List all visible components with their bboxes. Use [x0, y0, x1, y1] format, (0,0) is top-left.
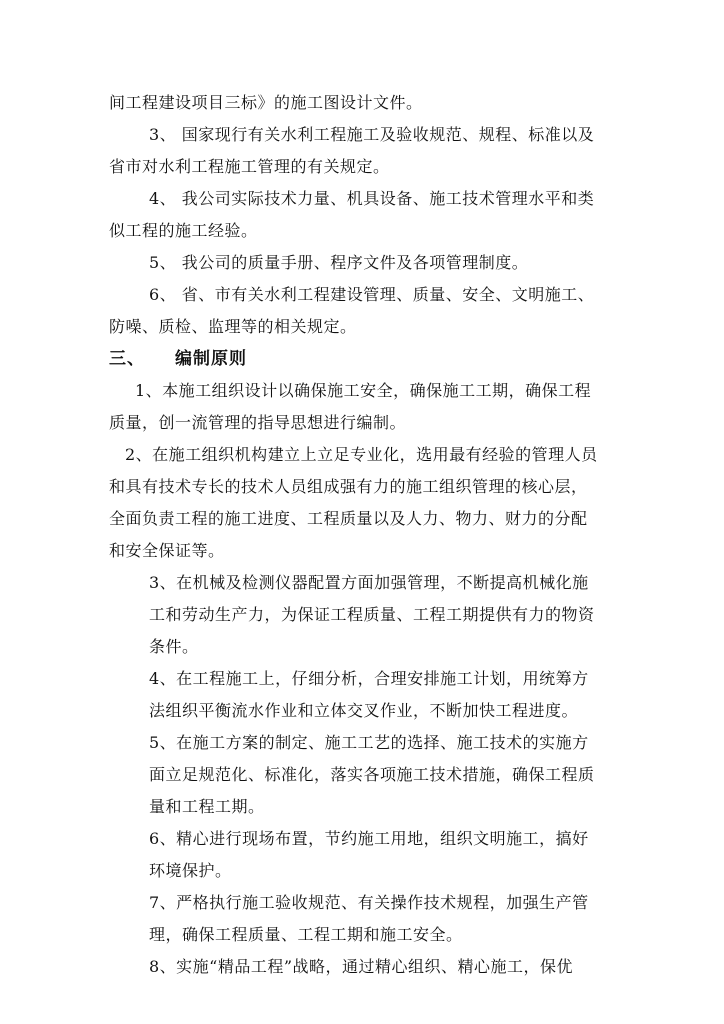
principle8-line1: 8、实施“精品工程”战略，通过精心组织、精心施工，保优	[149, 957, 574, 976]
principle1-line2: 质量，创一流管理的指导思想进行编制。	[109, 413, 407, 432]
principle3-line2: 工和劳动生产力，为保证工程质量、工程工期提供有力的物资	[149, 605, 595, 624]
principle2-line2: 和具有技术专长的技术人员组成强有力的施工组织管理的核心层，	[109, 477, 588, 496]
principle5-line3: 量和工程工期。	[149, 797, 265, 816]
principle7-line1: 7、严格执行施工验收规范、有关操作技术规程，加强生产管	[149, 893, 589, 912]
section3-heading	[109, 349, 247, 369]
principle6-line1: 6、精心进行现场布置，节约施工用地，组织文明施工，搞好	[149, 829, 589, 848]
basis-item4-line1: 4、 我公司实际技术力量、机具设备、施工技术管理水平和类	[149, 189, 595, 208]
principle4-line1: 4、在工程施工上，仔细分析，合理安排施工计划，用统筹方	[149, 669, 589, 688]
basis-item4-line2: 似工程的施工经验。	[109, 221, 258, 240]
section3-number: 三、	[109, 349, 145, 369]
principle6-line2: 环境保护。	[149, 861, 232, 880]
principle7-line2: 理，确保工程质量、工程工期和施工安全。	[149, 925, 463, 944]
basis-item5-line1: 5、 我公司的质量手册、程序文件及各项管理制度。	[149, 253, 529, 272]
principle4-line2: 法组织平衡流水作业和立体交叉作业，不断加快工程进度。	[149, 701, 579, 720]
basis-item2-tail: 间工程建设项目三标》的施工图设计文件。	[109, 93, 423, 112]
basis-item6-line2: 防噪、质检、监理等的相关规定。	[109, 317, 357, 336]
principle3-line3: 条件。	[149, 637, 199, 656]
principle5-line2: 面立足规范化、标准化，落实各项施工技术措施，确保工程质	[149, 765, 595, 784]
basis-item3-line2: 省市对水利工程施工管理的有关规定。	[109, 157, 390, 176]
principle2-line4: 和安全保证等。	[109, 541, 225, 560]
basis-item3-line1: 3、 国家现行有关水利工程施工及验收规范、规程、标准以及	[149, 125, 595, 144]
principle2-line1: 2、在施工组织机构建立上立足专业化，选用最有经验的管理人员	[125, 445, 598, 464]
section3-title: 编制原则	[175, 349, 247, 369]
principle1-line1: 1、本施工组织设计以确保施工安全，确保施工工期，确保工程	[135, 381, 592, 400]
basis-item6-line1: 6、 省、市有关水利工程建设管理、质量、安全、文明施工、	[149, 285, 595, 304]
principle2-line3: 全面负责工程的施工进度、工程质量以及人力、物力、财力的分配	[109, 509, 588, 528]
principle3-line1: 3、在机械及检测仪器配置方面加强管理，不断提高机械化施	[149, 573, 589, 592]
principle5-line1: 5、在施工方案的制定、施工工艺的选择、施工技术的实施方	[149, 733, 589, 752]
